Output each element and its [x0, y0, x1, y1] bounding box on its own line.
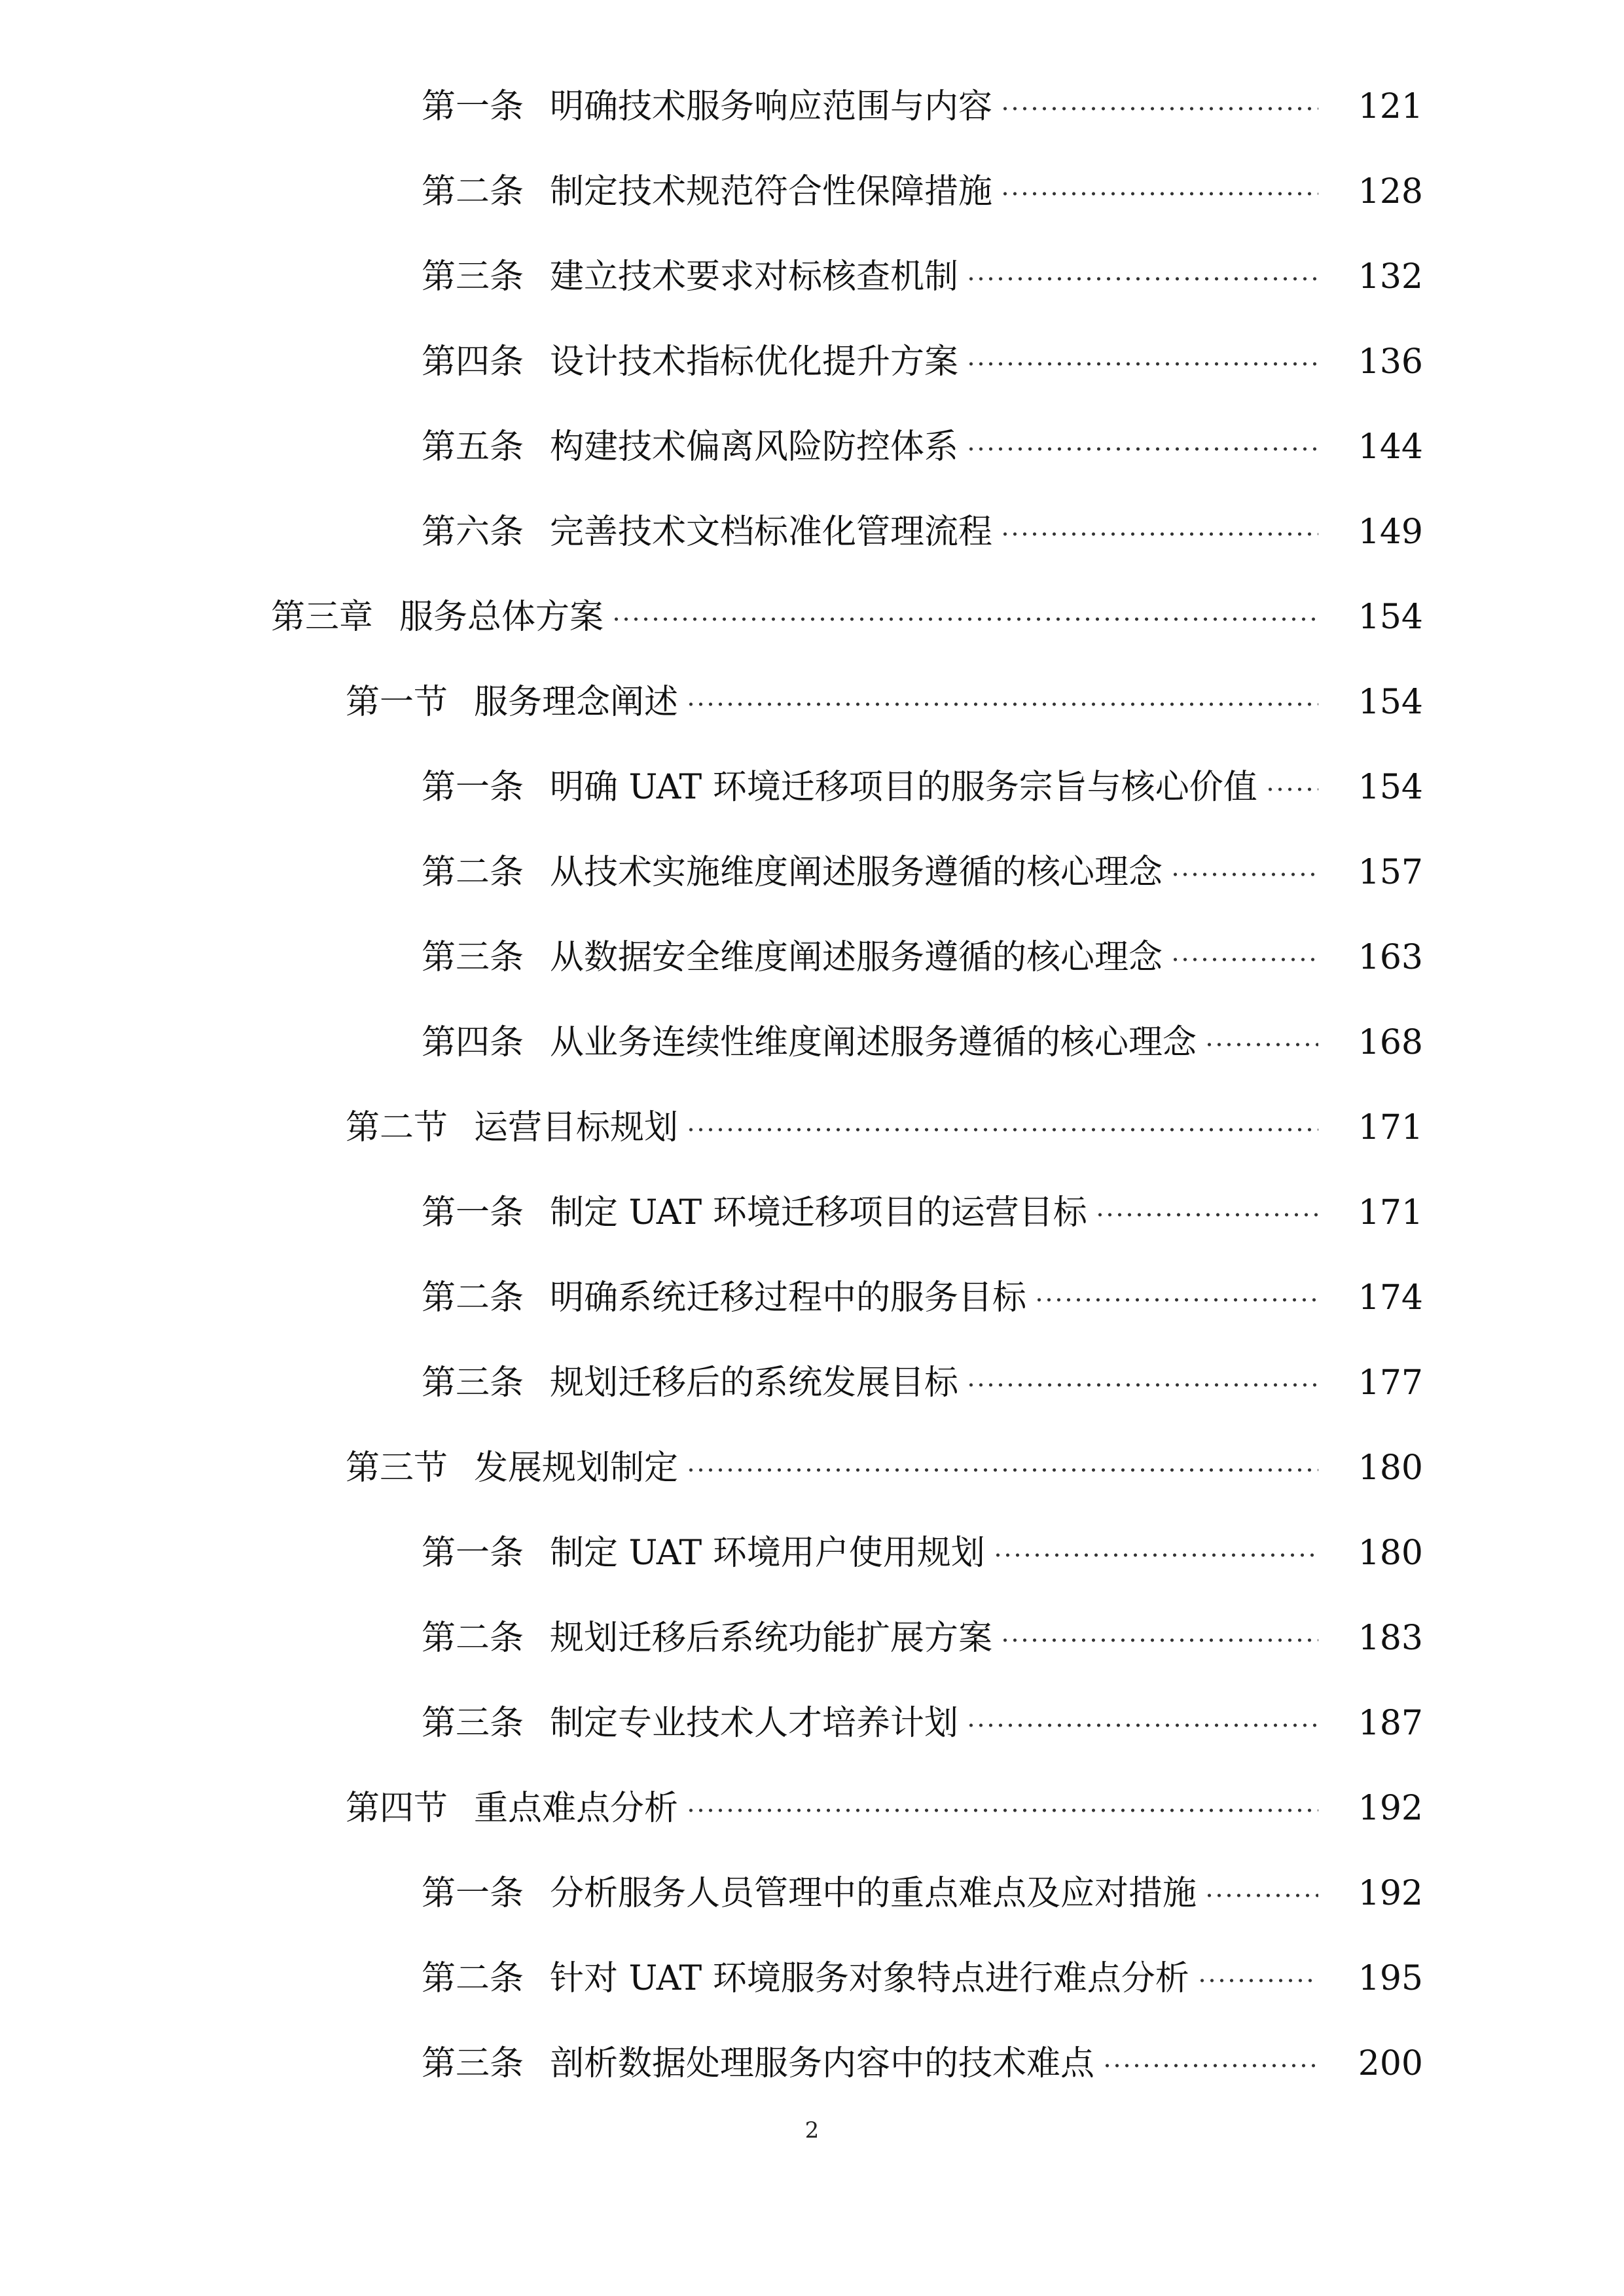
toc-entry-label: 第一条 — [422, 1534, 524, 1573]
dot-leader — [1000, 73, 1318, 120]
toc-entry[interactable] — [0, 915, 1624, 1000]
toc-entry-title: 分析服务人员管理中的重点难点及应对措施 — [550, 1874, 1197, 1913]
dot-leader — [1102, 2030, 1318, 2077]
toc-entry-page: 174 — [1358, 1278, 1423, 1318]
dot-leader — [1204, 1859, 1318, 1907]
toc-entry-page: 171 — [1358, 1193, 1423, 1232]
toc-entry-title: 针对 UAT 环境服务对象特点进行难点分析 — [550, 1959, 1189, 1998]
toc-entry[interactable] — [0, 149, 1624, 234]
toc-entry-title: 服务总体方案 — [399, 598, 604, 637]
toc-entry-title: 构建技术偏离风险防控体系 — [550, 427, 959, 467]
toc-entry-page: 180 — [1358, 1534, 1423, 1573]
toc-entry-label: 第六条 — [422, 512, 524, 552]
toc-entry[interactable] — [0, 1426, 1624, 1511]
toc-entry-page: 154 — [1358, 598, 1423, 637]
toc-entry[interactable] — [0, 745, 1624, 830]
toc-entry-page: 163 — [1358, 938, 1423, 977]
toc-entry[interactable] — [0, 1170, 1624, 1255]
toc-entry-title: 从数据安全维度阐述服务遵循的核心理念 — [550, 938, 1163, 977]
table-of-contents — [0, 64, 1624, 2106]
toc-entry-label: 第五条 — [422, 427, 524, 467]
toc-entry-label: 第三条 — [422, 1704, 524, 1743]
toc-entry-title: 服务理念阐述 — [474, 683, 679, 722]
toc-entry[interactable] — [0, 1766, 1624, 1851]
toc-entry-page: 154 — [1358, 683, 1423, 722]
toc-entry-page: 168 — [1358, 1023, 1423, 1062]
toc-entry-title: 重点难点分析 — [474, 1789, 679, 1828]
toc-entry-title: 从业务连续性维度阐述服务遵循的核心理念 — [550, 1023, 1197, 1062]
toc-entry-label: 第二节 — [346, 1108, 448, 1147]
toc-entry-title: 剖析数据处理服务内容中的技术难点 — [550, 2044, 1095, 2083]
toc-entry-title: 运营目标规划 — [474, 1108, 679, 1147]
page-number: 2 — [804, 2117, 820, 2144]
toc-entry[interactable] — [0, 1255, 1624, 1340]
toc-entry[interactable] — [0, 319, 1624, 404]
toc-entry[interactable] — [0, 234, 1624, 319]
toc-entry-title: 制定技术规范符合性保障措施 — [550, 172, 993, 211]
toc-entry-page: 192 — [1358, 1874, 1423, 1913]
toc-entry-title: 发展规划制定 — [474, 1448, 679, 1488]
toc-entry-label: 第一条 — [422, 768, 524, 807]
toc-entry-label: 第三条 — [422, 1363, 524, 1403]
dot-leader — [611, 583, 1318, 631]
toc-entry-page: 195 — [1358, 1959, 1423, 1998]
dot-leader — [1204, 1009, 1318, 1056]
dot-leader — [1034, 1264, 1318, 1312]
toc-entry[interactable] — [0, 1085, 1624, 1170]
dot-leader — [686, 668, 1318, 716]
toc-entry[interactable] — [0, 1596, 1624, 1681]
toc-entry-page: 154 — [1358, 768, 1423, 807]
dot-leader — [1000, 498, 1318, 546]
toc-entry-page: 132 — [1358, 257, 1423, 296]
dot-leader — [966, 243, 1318, 291]
toc-entry-page: 180 — [1358, 1448, 1423, 1488]
toc-entry-label: 第三条 — [422, 938, 524, 977]
toc-entry-page: 183 — [1358, 1619, 1423, 1658]
toc-entry-label: 第四节 — [346, 1789, 448, 1828]
dot-leader — [1197, 1945, 1318, 1992]
toc-entry-label: 第四条 — [422, 1023, 524, 1062]
toc-entry[interactable] — [0, 830, 1624, 915]
toc-entry-label: 第三条 — [422, 2044, 524, 2083]
dot-leader — [1000, 158, 1318, 206]
toc-entry-label: 第二条 — [422, 1959, 524, 1998]
toc-entry-title: 制定 UAT 环境迁移项目的运营目标 — [550, 1193, 1087, 1232]
toc-entry-title: 设计技术指标优化提升方案 — [550, 342, 959, 382]
toc-entry-label: 第一节 — [346, 683, 448, 722]
toc-entry[interactable] — [0, 1681, 1624, 1766]
toc-entry[interactable] — [0, 1000, 1624, 1085]
toc-entry[interactable] — [0, 1511, 1624, 1596]
toc-entry[interactable] — [0, 64, 1624, 149]
toc-entry-page: 177 — [1358, 1363, 1423, 1403]
dot-leader — [1095, 1179, 1318, 1227]
toc-entry[interactable] — [0, 490, 1624, 575]
toc-entry-page: 187 — [1358, 1704, 1423, 1743]
toc-entry-title: 完善技术文档标准化管理流程 — [550, 512, 993, 552]
toc-entry-title: 建立技术要求对标核查机制 — [550, 257, 959, 296]
toc-entry-label: 第一条 — [422, 87, 524, 126]
toc-entry-label: 第三条 — [422, 257, 524, 296]
toc-entry-page: 136 — [1358, 342, 1423, 382]
toc-entry-page: 128 — [1358, 172, 1423, 211]
toc-entry-title: 明确 UAT 环境迁移项目的服务宗旨与核心价值 — [550, 768, 1257, 807]
toc-entry-title: 制定专业技术人才培养计划 — [550, 1704, 959, 1743]
dot-leader — [993, 1519, 1318, 1567]
toc-entry-label: 第一条 — [422, 1193, 524, 1232]
dot-leader — [686, 1094, 1318, 1141]
toc-entry-title: 从技术实施维度阐述服务遵循的核心理念 — [550, 853, 1163, 892]
dot-leader — [1000, 1604, 1318, 1652]
toc-entry-title: 明确技术服务响应范围与内容 — [550, 87, 993, 126]
toc-entry-label: 第三章 — [271, 598, 374, 637]
toc-entry-title: 制定 UAT 环境用户使用规划 — [550, 1534, 985, 1573]
toc-entry-page: 192 — [1358, 1789, 1423, 1828]
toc-entry-title: 规划迁移后系统功能扩展方案 — [550, 1619, 993, 1658]
dot-leader — [686, 1774, 1318, 1822]
toc-entry[interactable] — [0, 1936, 1624, 2021]
toc-entry-label: 第三节 — [346, 1448, 448, 1488]
toc-entry[interactable] — [0, 575, 1624, 660]
toc-entry-title: 明确系统迁移过程中的服务目标 — [550, 1278, 1027, 1318]
dot-leader — [966, 1689, 1318, 1737]
toc-entry-label: 第四条 — [422, 342, 524, 382]
dot-leader — [1170, 838, 1318, 886]
toc-entry[interactable] — [0, 2021, 1624, 2106]
toc-entry[interactable] — [0, 404, 1624, 490]
toc-entry[interactable] — [0, 660, 1624, 745]
toc-entry-page: 144 — [1358, 427, 1423, 467]
dot-leader — [1170, 924, 1318, 971]
toc-entry-title: 规划迁移后的系统发展目标 — [550, 1363, 959, 1403]
toc-entry-label: 第二条 — [422, 853, 524, 892]
toc-entry-label: 第二条 — [422, 172, 524, 211]
dot-leader — [966, 1349, 1318, 1397]
toc-entry-page: 149 — [1358, 512, 1423, 552]
toc-entry-page: 121 — [1358, 87, 1423, 126]
toc-entry-page: 171 — [1358, 1108, 1423, 1147]
toc-entry-label: 第二条 — [422, 1619, 524, 1658]
dot-leader — [966, 328, 1318, 376]
toc-entry-label: 第二条 — [422, 1278, 524, 1318]
dot-leader — [966, 413, 1318, 461]
toc-entry-page: 200 — [1358, 2044, 1423, 2083]
toc-entry-label: 第一条 — [422, 1874, 524, 1913]
toc-entry[interactable] — [0, 1340, 1624, 1426]
dot-leader — [1265, 753, 1318, 801]
dot-leader — [686, 1434, 1318, 1482]
toc-entry-page: 157 — [1358, 853, 1423, 892]
toc-entry[interactable] — [0, 1851, 1624, 1936]
